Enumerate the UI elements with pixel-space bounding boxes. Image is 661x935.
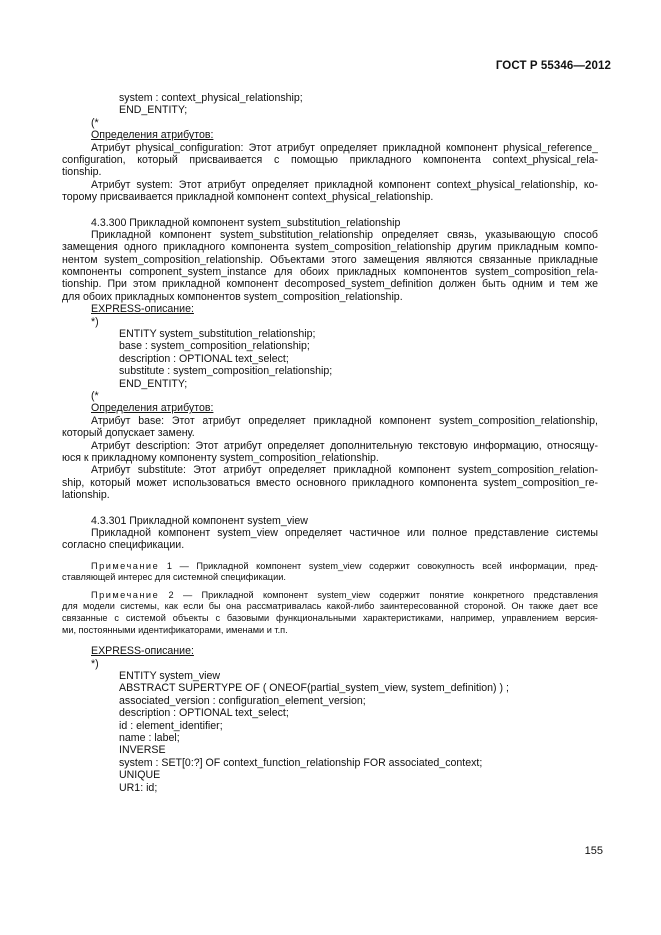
code-line: END_ENTITY; — [119, 104, 188, 117]
entity-declaration: ENTITY system_view — [119, 670, 221, 683]
code-line: substitute : system_composition_relationship; — [119, 365, 333, 378]
code-line: base : system_composition_relationship; — [119, 340, 310, 353]
paragraph-line: Атрибут system: Этот атрибут определяет прикладной компонент context_physical_relationship, ко- — [91, 178, 598, 191]
paragraph-line: tionship. При этом прикладной компонент decomposed_system_definition должен быть одним и тем же — [62, 278, 598, 291]
code-line: associated_version : configuration_element_version; — [119, 694, 366, 707]
code-line: ABSTRACT SUPERTYPE OF ( ONEOF(partial_system_view, system_definition) ) ; — [119, 682, 509, 695]
code-line: system : context_physical_relationship; — [119, 92, 303, 104]
attribute-definitions-heading: Определения атрибутов: — [91, 129, 214, 142]
comment-open: (* — [91, 389, 99, 402]
paragraph-line: Прикладной компонент system_substitution_relationship определяет связь, указывающую способ — [91, 228, 598, 241]
paragraph-line: configuration, который присваивается с помощью прикладного компонента context_physical_rela- — [62, 153, 598, 166]
comment-open: (* — [91, 116, 99, 129]
paragraph-line: tionship. — [62, 166, 102, 179]
express-heading: EXPRESS-описание: — [91, 303, 194, 316]
paragraph-line: Атрибут physical_configuration: Этот атрибут определяет прикладной компонент physical_reference_ — [91, 141, 598, 154]
paragraph-line: компоненты component_system_instance для обоих прикладных компонентов system_composition_rela- — [62, 266, 598, 279]
note-label: Примечание — [91, 589, 160, 600]
note-line: ми, постоянными идентификаторами, именами и т.п. — [62, 624, 288, 635]
code-line: system : SET[0:?] OF context_function_relationship FOR associated_context; — [119, 756, 483, 769]
express-heading: EXPRESS-описание: — [91, 645, 194, 658]
comment-close: *) — [91, 657, 99, 670]
paragraph-line: нентом system_composition_relationship. Объектами этого замещения являются связанные прикладные — [62, 253, 598, 266]
paragraph-line: торому присваивается прикладной компонент context_physical_relationship. — [62, 191, 434, 204]
code-line: name : label; — [119, 731, 180, 744]
paragraph-line: lationship. — [62, 489, 110, 502]
paragraph-line: Атрибут base: Этот атрибут определяет прикладной компонент system_composition_relationship, — [91, 414, 598, 427]
paragraph-line: юся к прикладному компоненту system_composition_relationship. — [62, 451, 379, 464]
code-line: description : OPTIONAL text_select; — [119, 352, 289, 365]
paragraph-line: согласно спецификации. — [62, 539, 185, 552]
note-line: Примечание 1 — Прикладной компонент system_view содержит совокупность всей информации, пред- — [91, 560, 598, 571]
section-title: 4.3.301 Прикладной компонент system_view — [91, 514, 308, 527]
code-line: id : element_identifier; — [119, 719, 223, 732]
code-line: UR1: id; — [119, 781, 158, 794]
paragraph-line: Атрибут substitute: Этот атрибут определяет прикладной компонент system_composition_relation- — [91, 464, 598, 477]
document-standard-header: ГОСТ Р 55346—2012 — [495, 60, 611, 72]
page-content — [62, 92, 598, 794]
section-title: 4.3.300 Прикладной компонент system_substitution_relationship — [91, 216, 401, 229]
code-line: description : OPTIONAL text_select; — [119, 707, 289, 720]
paragraph-line: ship, который может использоваться вместо основного прикладного компонента system_composition_re- — [62, 476, 598, 489]
paragraph-line: Атрибут description: Этот атрибут определяет дополнительную текстовую информацию, относящу- — [91, 439, 598, 452]
paragraph-line: Прикладной компонент system_view определяет частичное или полное представление системы — [91, 526, 598, 539]
paragraph-line: который допускает замену. — [62, 427, 195, 440]
page-number: 155 — [584, 845, 603, 857]
note-label: Примечание — [91, 560, 160, 571]
paragraph-line: замещения одного прикладного компонента system_composition_relationship другим прикладным компо- — [62, 241, 598, 254]
code-line: END_ENTITY; — [119, 377, 188, 390]
note-line: ставляющей интерес для системной спецификации. — [62, 572, 286, 583]
entity-declaration: ENTITY system_substitution_relationship; — [119, 328, 316, 341]
note-line: Примечание 2 — Прикладной компонент system_view содержит понятие конкретного представления — [91, 589, 598, 600]
note-line: для модели системы, как если бы она рассматривалась какой-либо заинтересованной стороной. Он также дает все — [62, 601, 598, 612]
code-line: INVERSE — [119, 744, 166, 757]
paragraph-line: для обоих прикладных компонентов system_composition_relationship. — [62, 290, 403, 303]
attribute-definitions-heading: Определения атрибутов: — [91, 402, 214, 415]
code-line: UNIQUE — [119, 769, 161, 782]
note-line: связанные с системой объекты с базовыми функциональными характеристиками, например, управлением версия- — [62, 613, 598, 624]
comment-close: *) — [91, 315, 99, 328]
